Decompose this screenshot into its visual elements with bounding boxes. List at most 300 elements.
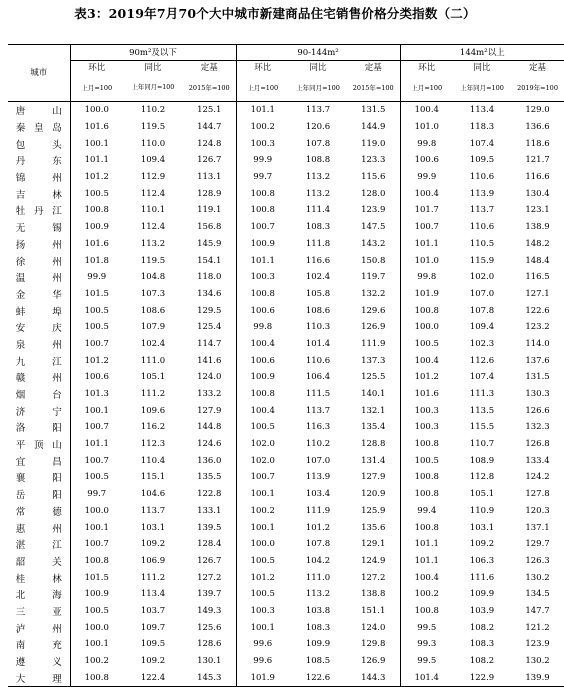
index-value-cell: 109.5 (140, 639, 166, 650)
index-value-cell: 100.1 (70, 636, 123, 653)
index-value-cell: 113.7 (305, 105, 331, 116)
index-value-cell: 138.9 (525, 222, 550, 233)
base-header: 上年同月=100 (453, 75, 511, 102)
index-value-cell: 113.2 (305, 172, 331, 183)
index-value-cell: 106.4 (305, 372, 331, 383)
index-value-cell: 122.4 (123, 669, 183, 686)
index-value-cell: 125.9 (361, 505, 386, 516)
index-value-cell: 100.5 (400, 452, 453, 469)
index-value-cell: 109.9 (469, 589, 495, 600)
index-value-cell: 122.6 (289, 669, 347, 686)
index-value-cell: 111.4 (305, 205, 331, 216)
index-value-cell: 123.9 (361, 205, 386, 216)
index-value-cell: 119.0 (361, 138, 386, 149)
index-value-cell: 107.0 (305, 455, 331, 466)
index-value-cell: 124.0 (361, 622, 386, 633)
index-value-cell: 102.0 (469, 272, 495, 283)
index-value-cell: 100.5 (236, 553, 289, 570)
index-value-cell: 100.8 (400, 486, 453, 503)
index-value-cell: 137.6 (525, 355, 550, 366)
table-row (8, 536, 564, 553)
index-value-cell: 140.1 (361, 389, 386, 400)
city-cell (8, 202, 70, 219)
index-value-cell: 110.7 (469, 439, 495, 450)
index-value-cell: 101.6 (70, 236, 123, 253)
index-value-cell: 110.6 (469, 222, 495, 233)
group-header-large: 144m²以上 (400, 45, 564, 61)
index-value-cell: 100.4 (400, 352, 453, 369)
city-name: 烟台 (15, 390, 62, 402)
city-name: 平顶山 (15, 440, 62, 452)
sub-header: 环比 (70, 61, 123, 76)
table-row (8, 269, 564, 286)
index-value-cell: 100.8 (70, 553, 123, 570)
index-value-cell: 109.4 (469, 322, 495, 333)
index-value-cell: 126.9 (361, 322, 386, 333)
index-value-cell: 129.1 (361, 539, 386, 550)
index-value-cell: 99.7 (70, 486, 123, 503)
index-value-cell: 135.5 (197, 472, 222, 483)
index-value-cell: 129.6 (361, 305, 386, 316)
index-value-cell: 101.1 (70, 436, 123, 453)
base-header: 上月=100 (400, 75, 453, 102)
city-cell (8, 603, 70, 620)
index-value-cell: 116.5 (525, 272, 550, 283)
index-value-cell: 129.8 (361, 639, 386, 650)
index-value-cell: 124.9 (361, 555, 386, 566)
table-row (8, 185, 564, 202)
index-value-cell: 100.8 (400, 603, 453, 620)
city-cell (8, 619, 70, 636)
index-value-cell: 119.7 (361, 272, 386, 283)
index-value-cell: 122.8 (197, 489, 222, 500)
index-value-cell: 100.7 (400, 219, 453, 236)
index-value-cell: 111.0 (305, 572, 331, 583)
index-value-cell: 102.0 (236, 436, 289, 453)
index-value-cell: 112.3 (140, 439, 166, 450)
index-value-cell: 111.6 (469, 572, 495, 583)
index-value-cell: 131.5 (361, 105, 386, 116)
index-value-cell: 99.8 (400, 135, 453, 152)
index-value-cell: 113.7 (469, 205, 495, 216)
city-name: 扬州 (15, 239, 62, 251)
index-value-cell: 100.3 (236, 269, 289, 286)
table-row (8, 369, 564, 386)
index-value-cell: 110.3 (305, 322, 331, 333)
index-value-cell: 99.9 (236, 152, 289, 169)
city-cell (8, 169, 70, 186)
index-value-cell: 100.5 (70, 469, 123, 486)
index-value-cell: 127.9 (361, 472, 386, 483)
index-value-cell: 100.4 (236, 336, 289, 353)
index-value-cell: 145.9 (197, 238, 222, 249)
index-value-cell: 119.1 (197, 205, 222, 216)
index-value-cell: 101.2 (70, 352, 123, 369)
index-value-cell: 122.6 (525, 305, 550, 316)
city-name: 金华 (15, 289, 62, 301)
index-value-cell: 101.5 (70, 286, 123, 303)
index-value-cell: 111.3 (469, 389, 495, 400)
index-value-cell: 111.2 (140, 572, 166, 583)
table-row (8, 653, 564, 670)
index-value-cell: 100.2 (236, 503, 289, 520)
table-body (8, 102, 564, 687)
city-cell (8, 236, 70, 253)
index-value-cell: 109.4 (140, 155, 166, 166)
city-name: 宜昌 (15, 456, 62, 468)
sub-header: 同比 (473, 63, 491, 73)
index-value-cell: 104.6 (140, 489, 166, 500)
index-value-cell: 148.2 (525, 238, 550, 249)
index-value-cell: 108.5 (305, 656, 331, 667)
index-value-cell: 115.1 (140, 472, 166, 483)
city-name: 牡丹江 (15, 206, 62, 218)
index-value-cell: 100.5 (70, 302, 123, 319)
index-value-cell: 107.8 (469, 305, 495, 316)
city-cell (8, 469, 70, 486)
index-value-cell: 127.9 (197, 405, 222, 416)
index-value-cell: 128.6 (197, 639, 222, 650)
index-value-cell: 107.8 (305, 539, 331, 550)
table-row (8, 553, 564, 570)
index-value-cell: 144.9 (361, 122, 386, 133)
index-value-cell: 100.9 (236, 236, 289, 253)
base-header: 上月=100 (236, 75, 289, 102)
index-value-cell: 100.8 (70, 202, 123, 219)
index-value-cell: 100.4 (400, 102, 453, 119)
index-value-cell: 114.0 (525, 338, 550, 349)
index-value-cell: 100.8 (236, 185, 289, 202)
table-row (8, 202, 564, 219)
index-value-cell: 100.0 (70, 102, 123, 119)
city-cell (8, 302, 70, 319)
index-value-cell: 114.7 (197, 338, 222, 349)
index-value-cell: 106.9 (140, 555, 166, 566)
index-value-cell: 113.2 (305, 589, 331, 600)
index-value-cell: 107.4 (469, 138, 495, 149)
index-value-cell: 109.7 (140, 622, 166, 633)
index-value-cell: 100.6 (70, 369, 123, 386)
index-value-cell: 99.5 (400, 619, 453, 636)
city-name: 吉林 (15, 189, 62, 201)
index-value-cell: 113.1 (197, 172, 222, 183)
table-row (8, 336, 564, 353)
index-value-cell: 101.1 (236, 102, 289, 119)
table-row (8, 219, 564, 236)
index-value-cell: 109.5 (469, 155, 495, 166)
index-value-cell: 113.2 (140, 238, 166, 249)
city-cell (8, 669, 70, 686)
city-cell (8, 419, 70, 436)
index-value-cell: 108.8 (305, 155, 331, 166)
index-value-cell: 105.1 (140, 372, 166, 383)
index-value-cell: 100.1 (236, 486, 289, 503)
table-row (8, 169, 564, 186)
table-row (8, 436, 564, 453)
index-value-cell: 100.4 (400, 185, 453, 202)
index-value-cell: 100.8 (400, 469, 453, 486)
index-value-cell: 100.5 (236, 586, 289, 603)
index-value-cell: 101.7 (400, 202, 453, 219)
sub-header: 定基 (200, 63, 218, 73)
index-value-cell: 122.9 (453, 669, 511, 686)
index-value-cell: 113.2 (305, 188, 331, 199)
index-value-cell: 108.3 (305, 622, 331, 633)
base-header: 2015年=100 (347, 75, 400, 102)
index-value-cell: 135.4 (361, 422, 386, 433)
sub-header: 定基 (364, 63, 382, 73)
group-header-medium: 90-144m² (236, 45, 400, 61)
table-row (8, 486, 564, 503)
index-value-cell: 113.4 (140, 589, 166, 600)
index-value-cell: 112.4 (140, 188, 166, 199)
index-value-cell: 132.3 (525, 422, 550, 433)
index-value-cell: 136.0 (197, 455, 222, 466)
index-value-cell: 127.2 (361, 572, 386, 583)
index-value-cell: 125.4 (197, 322, 222, 333)
index-value-cell: 145.3 (183, 669, 236, 686)
index-value-cell: 104.8 (140, 272, 166, 283)
city-cell (8, 135, 70, 152)
index-value-cell: 111.2 (140, 389, 166, 400)
city-cell (8, 536, 70, 553)
city-name: 三亚 (15, 606, 62, 618)
table-row (8, 636, 564, 653)
city-cell (8, 152, 70, 169)
index-value-cell: 100.9 (236, 369, 289, 386)
index-value-cell: 108.3 (469, 639, 495, 650)
index-value-cell: 128.8 (361, 439, 386, 450)
city-name: 锦州 (15, 173, 62, 185)
index-value-cell: 147.7 (525, 605, 550, 616)
index-value-cell: 101.1 (400, 536, 453, 553)
base-header: 上年同月=100 (289, 75, 347, 102)
index-value-cell: 113.9 (305, 472, 331, 483)
table-row (8, 669, 564, 686)
index-value-cell: 109.2 (469, 539, 495, 550)
index-value-cell: 109.9 (305, 639, 331, 650)
index-value-cell: 110.2 (140, 105, 166, 116)
index-value-cell: 130.2 (525, 656, 550, 667)
base-header: 2019年=100 (511, 75, 564, 102)
index-value-cell: 119.5 (140, 122, 166, 133)
index-value-cell: 111.8 (305, 238, 331, 249)
index-value-cell: 100.2 (70, 653, 123, 670)
city-name: 韶关 (15, 556, 62, 568)
index-value-cell: 116.3 (305, 422, 331, 433)
index-value-cell: 99.9 (400, 169, 453, 186)
sub-header: 定基 (529, 63, 547, 73)
index-value-cell: 108.6 (140, 305, 166, 316)
index-value-cell: 113.9 (469, 188, 495, 199)
index-value-cell: 156.8 (197, 222, 222, 233)
index-value-cell: 123.2 (525, 322, 550, 333)
index-value-cell: 134.5 (525, 589, 550, 600)
index-value-cell: 129.7 (525, 539, 550, 550)
index-value-cell: 103.9 (469, 605, 495, 616)
city-cell (8, 369, 70, 386)
base-header: 2015年=100 (183, 75, 236, 102)
index-value-cell: 110.4 (140, 455, 166, 466)
index-value-cell: 131.5 (525, 372, 550, 383)
index-value-cell: 118.3 (469, 122, 495, 133)
city-name: 包头 (15, 139, 62, 151)
index-value-cell: 112.6 (469, 355, 495, 366)
table-row (8, 236, 564, 253)
city-cell (8, 286, 70, 303)
index-value-cell: 113.4 (469, 105, 495, 116)
index-value-cell: 102.4 (140, 338, 166, 349)
index-value-cell: 115.6 (361, 172, 386, 183)
city-name: 唐山 (15, 106, 62, 118)
table-header (8, 45, 564, 102)
index-value-cell: 100.4 (400, 569, 453, 586)
index-value-cell: 100.3 (236, 135, 289, 152)
index-value-cell: 115.9 (469, 255, 495, 266)
city-name: 徐州 (15, 256, 62, 268)
table-row (8, 519, 564, 536)
index-value-cell: 103.1 (140, 522, 166, 533)
index-value-cell: 124.6 (197, 439, 222, 450)
index-value-cell: 112.9 (140, 172, 166, 183)
index-value-cell: 100.8 (236, 286, 289, 303)
city-name: 泉州 (15, 339, 62, 351)
city-cell (8, 586, 70, 603)
index-value-cell: 100.5 (70, 185, 123, 202)
city-name: 岳阳 (15, 490, 62, 502)
index-value-cell: 101.2 (236, 569, 289, 586)
table-row (8, 452, 564, 469)
index-value-cell: 108.3 (305, 222, 331, 233)
index-value-cell: 100.8 (70, 669, 123, 686)
index-value-cell: 100.0 (236, 536, 289, 553)
city-cell (8, 402, 70, 419)
index-value-cell: 99.3 (400, 636, 453, 653)
index-value-cell: 124.2 (525, 472, 550, 483)
index-value-cell: 101.1 (400, 553, 453, 570)
index-value-cell: 99.9 (70, 269, 123, 286)
index-value-cell: 128.4 (197, 539, 222, 550)
index-value-cell: 100.7 (70, 452, 123, 469)
table-row (8, 252, 564, 269)
index-value-cell: 154.1 (197, 255, 222, 266)
index-value-cell: 118.6 (525, 138, 550, 149)
sub-header: 同比 (144, 63, 162, 73)
index-value-cell: 101.1 (236, 252, 289, 269)
index-value-cell: 100.0 (400, 319, 453, 336)
city-cell (8, 553, 70, 570)
group-header-small: 90m²及以下 (70, 45, 236, 61)
index-value-cell: 101.6 (400, 386, 453, 403)
city-cell (8, 185, 70, 202)
index-value-cell: 105.8 (305, 288, 331, 299)
index-value-cell: 121.7 (525, 155, 550, 166)
index-value-cell: 137.1 (525, 522, 550, 533)
index-value-cell: 100.5 (236, 419, 289, 436)
index-value-cell: 100.4 (236, 402, 289, 419)
index-value-cell: 144.8 (197, 422, 222, 433)
city-cell (8, 386, 70, 403)
index-value-cell: 111.0 (140, 355, 166, 366)
price-index-table (8, 44, 564, 687)
index-value-cell: 112.8 (469, 472, 495, 483)
index-value-cell: 109.2 (140, 539, 166, 550)
index-value-cell: 100.6 (236, 302, 289, 319)
index-value-cell: 139.7 (197, 589, 222, 600)
index-value-cell: 99.6 (236, 653, 289, 670)
index-value-cell: 100.5 (70, 603, 123, 620)
table-row (8, 419, 564, 436)
city-cell (8, 252, 70, 269)
city-column-header: 城市 (8, 45, 70, 102)
index-value-cell: 101.2 (70, 169, 123, 186)
city-name: 安庆 (15, 323, 62, 335)
index-value-cell: 139.5 (197, 522, 222, 533)
city-cell (8, 119, 70, 136)
index-value-cell: 127.8 (525, 489, 550, 500)
index-value-cell: 103.4 (305, 489, 331, 500)
index-value-cell: 99.6 (236, 636, 289, 653)
index-value-cell: 133.1 (197, 505, 222, 516)
index-value-cell: 110.9 (469, 505, 495, 516)
index-value-cell: 100.1 (70, 519, 123, 536)
index-value-cell: 106.3 (469, 555, 495, 566)
index-value-cell: 151.1 (361, 605, 386, 616)
index-value-cell: 110.2 (305, 439, 331, 450)
index-value-cell: 100.6 (236, 352, 289, 369)
index-value-cell: 120.6 (305, 122, 331, 133)
city-name: 九江 (15, 356, 62, 368)
index-value-cell: 131.4 (361, 455, 386, 466)
index-value-cell: 120.3 (525, 505, 550, 516)
index-value-cell: 123.1 (525, 205, 550, 216)
index-value-cell: 101.9 (236, 669, 289, 686)
index-value-cell: 132.1 (361, 405, 386, 416)
index-value-cell: 118.0 (197, 272, 222, 283)
city-cell (8, 653, 70, 670)
index-value-cell: 100.1 (70, 135, 123, 152)
table-row (8, 302, 564, 319)
index-value-cell: 100.0 (70, 619, 123, 636)
index-value-cell: 119.5 (140, 255, 166, 266)
index-value-cell: 108.9 (469, 455, 495, 466)
index-value-cell: 116.6 (525, 172, 550, 183)
index-value-cell: 99.4 (400, 503, 453, 520)
index-value-cell: 101.9 (400, 286, 453, 303)
index-value-cell: 128.0 (361, 188, 386, 199)
index-value-cell: 100.8 (236, 386, 289, 403)
index-value-cell: 99.8 (400, 269, 453, 286)
index-value-cell: 132.2 (361, 288, 386, 299)
index-value-cell: 130.1 (197, 656, 222, 667)
city-name: 襄阳 (15, 473, 62, 485)
index-value-cell: 130.4 (525, 188, 550, 199)
table-row (8, 586, 564, 603)
city-name: 南充 (15, 640, 62, 652)
index-value-cell: 127.1 (525, 288, 550, 299)
index-value-cell: 107.3 (140, 288, 166, 299)
index-value-cell: 100.1 (236, 619, 289, 636)
index-value-cell: 107.0 (469, 288, 495, 299)
city-name: 桂林 (15, 573, 62, 585)
city-name: 无锡 (15, 223, 62, 235)
index-value-cell: 101.3 (70, 386, 123, 403)
index-value-cell: 108.2 (469, 622, 495, 633)
index-value-cell: 101.0 (400, 119, 453, 136)
index-value-cell: 138.8 (361, 589, 386, 600)
index-value-cell: 111.9 (305, 505, 331, 516)
index-value-cell: 129.0 (525, 105, 550, 116)
